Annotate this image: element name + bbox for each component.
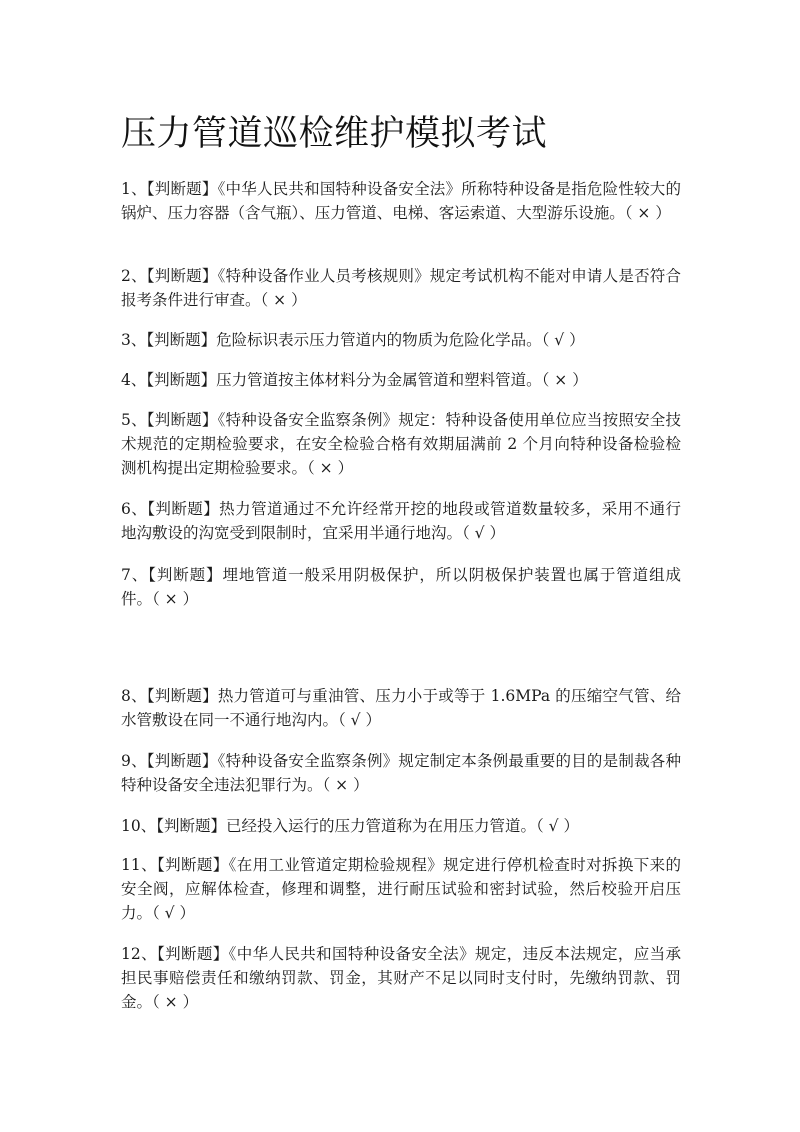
question-2: 2、【判断题】《特种设备作业人员考核规则》规定考试机构不能对申请人是否符合报考条件进行审查。（ × ） <box>121 267 681 309</box>
question-6: 6、【判断题】热力管道通过不允许经常开挖的地段或管道数量较多，采用不通行地沟敷设的沟宽受到限制时，宜采用半通行地沟。（ √ ） <box>121 500 681 542</box>
question-3: 3、【判断题】危险标识表示压力管道内的物质为危险化学品。（ √ ） <box>121 331 585 349</box>
question-1: 1、【判断题】《中华人民共和国特种设备安全法》所称特种设备是指危险性较大的锅炉、压力容器（含气瓶）、压力管道、电梯、客运索道、大型游乐设施。（ × ） <box>121 180 681 222</box>
question-10: 10、【判断题】已经投入运行的压力管道称为在用压力管道。（ √ ） <box>121 817 579 835</box>
question-11: 11、【判断题】《在用工业管道定期检验规程》规定进行停机检查时对拆换下来的安全阀，应解体检查，修理和调整，进行耐压试验和密封试验，然后校验开启压力。（ √ ） <box>121 856 681 922</box>
question-12: 12、【判断题】《中华人民共和国特种设备安全法》规定，违反本法规定，应当承担民事赔偿责任和缴纳罚款、罚金，其财产不足以同时支付时，先缴纳罚款、罚金。（ × ） <box>121 945 681 1011</box>
question-5: 5、【判断题】《特种设备安全监察条例》规定：特种设备使用单位应当按照安全技术规范的定期检验要求，在安全检验合格有效期届满前 2 个月向特种设备检验检测机构提出定期检验要求。（ × ） <box>121 411 681 477</box>
question-7: 7、【判断题】埋地管道一般采用阴极保护，所以阴极保护装置也属于管道组成件。（ × ） <box>121 566 681 608</box>
page-title: 压力管道巡检维护模拟考试 <box>121 114 548 154</box>
question-4: 4、【判断题】压力管道按主体材料分为金属管道和塑料管道。（ × ） <box>121 371 588 389</box>
question-8: 8、【判断题】热力管道可与重油管、压力小于或等于 1.6MPa 的压缩空气管、给水管敷设在同一不通行地沟内。（ √ ） <box>121 687 681 729</box>
question-9: 9、【判断题】《特种设备安全监察条例》规定制定本条例最重要的目的是制裁各种特种设备安全违法犯罪行为。（ × ） <box>121 752 681 794</box>
